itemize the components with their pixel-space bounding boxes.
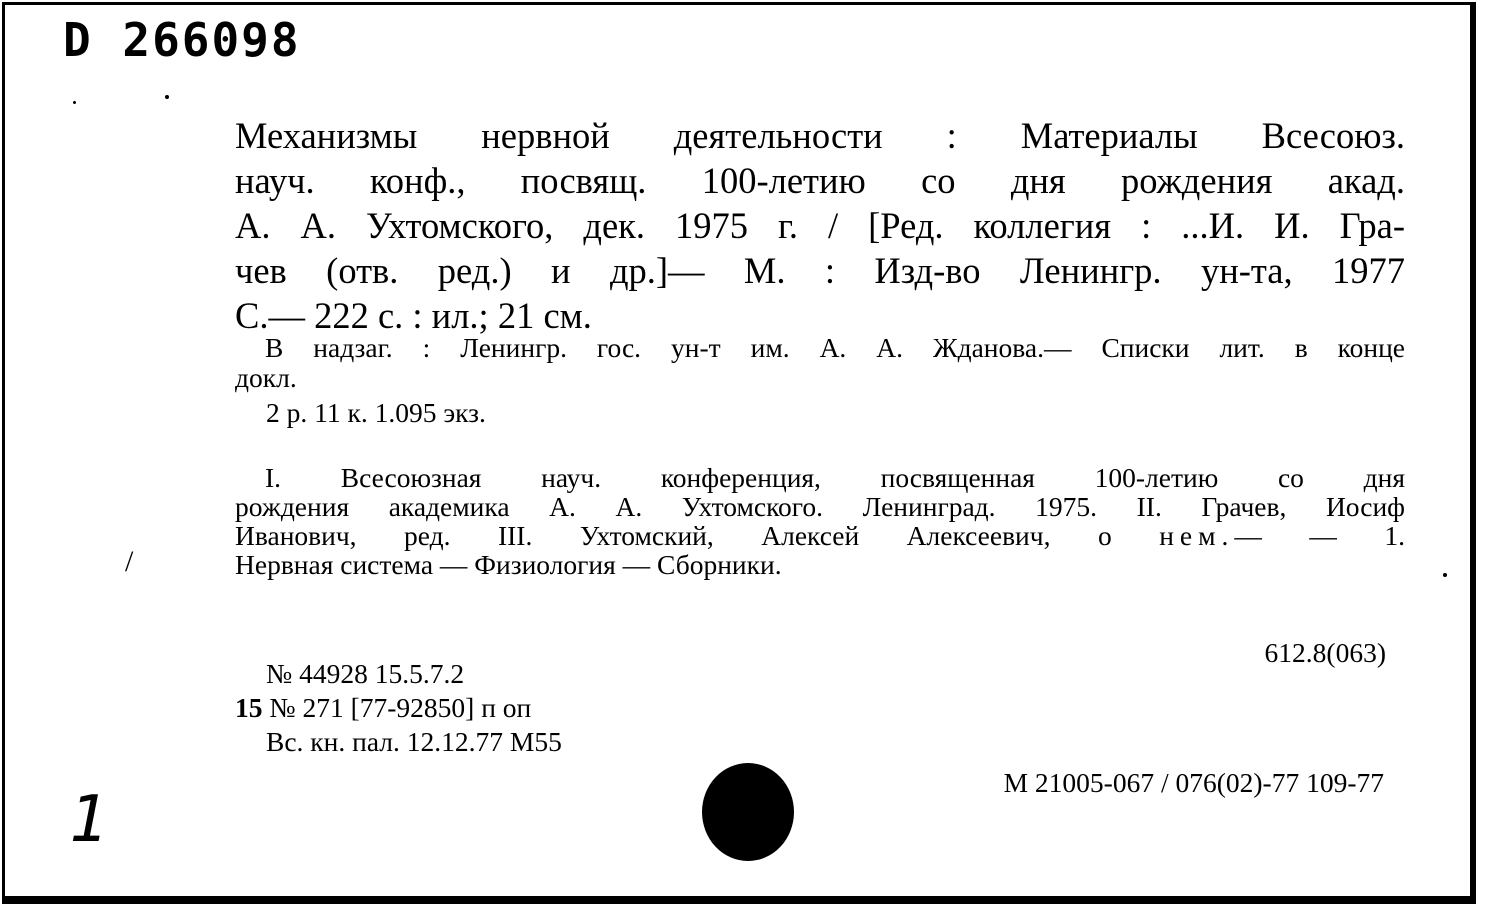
ink-speck (1443, 573, 1447, 577)
notes (235, 333, 1405, 393)
order-info (235, 657, 562, 759)
classification-code: М 21005-067 / 076(02)-77 109-77 (1003, 767, 1384, 798)
title-line: чев (отв. ред.) и др.]— М. : Изд-во Ленингр. ун-та, 1977 (235, 250, 1405, 291)
udc-code: 612.8(063) (1264, 637, 1386, 668)
subject-line: рождения академика А. А. Ухтомского. Ленинград. 1975. II. Грачев, Иосиф (235, 491, 1405, 522)
note-line: докл. (235, 362, 297, 393)
subject-line: I. Всесоюзная науч. конференция, посвященная 100-летию со дня (265, 462, 1405, 493)
subject-line-part: нем. (1159, 520, 1235, 551)
subject-line: Нервная система — Физиология — Сборники. (235, 549, 782, 580)
price-and-print-run: 2 р. 11 к. 1.095 экз. (266, 397, 486, 428)
order-line-rest: № 271 [77-92850] п оп (262, 692, 532, 723)
punch-hole (702, 763, 794, 861)
order-line-prefix: 15 (235, 692, 263, 723)
order-line: № 44928 15.5.7.2 (266, 658, 465, 689)
ink-speck (165, 95, 169, 99)
pen-stroke-mark: / (125, 545, 134, 578)
subject-line-part: — — 1. (1234, 520, 1405, 551)
catalog-number: D 266098 (63, 13, 301, 67)
catalog-card (2, 2, 1476, 904)
order-line (235, 691, 562, 725)
note-line: В надзаг. : Ленингр. гос. ун-т им. А. А. Жданова.— Списки лит. в конце (265, 332, 1405, 363)
title-line: науч. конф., посвящ. 100-летию со дня рождения акад. (235, 160, 1405, 201)
title-line: А. А. Ухтомского, дек. 1975 г. / [Ред. коллегия : ...И. И. Гра- (235, 205, 1405, 246)
bibliographic-description (235, 113, 1405, 338)
title-line: Механизмы нервной деятельности : Материалы Всесоюз. (235, 115, 1405, 156)
handwritten-number: 1 (69, 783, 108, 857)
subject-line (235, 521, 1405, 550)
subject-line-part: Иванович, ред. III. Ухтомский, Алексей Алексеевич, о (235, 520, 1112, 551)
ink-speck (73, 101, 76, 104)
title-line: С.— 222 с. : ил.; 21 см. (235, 295, 592, 336)
subject-headings (235, 463, 1405, 579)
order-line: Вс. кн. пал. 12.12.77 М55 (266, 726, 562, 757)
